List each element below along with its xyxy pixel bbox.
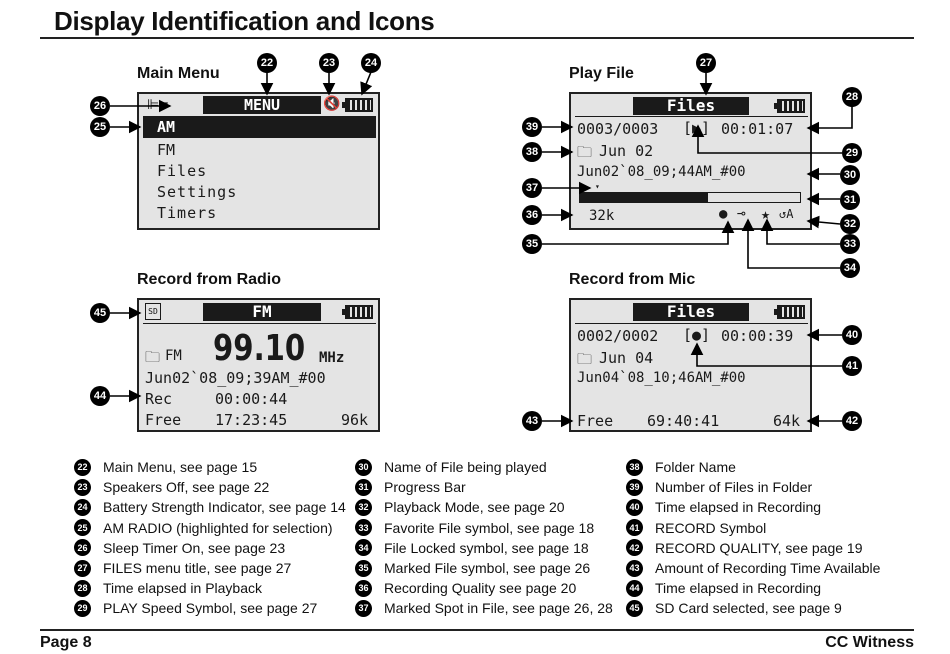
callout-25: 25 — [90, 117, 110, 137]
main-menu-label: Main Menu — [137, 65, 220, 82]
legend-item: 34 File Locked symbol, see page 18 — [355, 538, 613, 558]
folder-icon: 🗀 — [577, 350, 593, 368]
menu-title: MENU — [203, 96, 321, 114]
legend-item: 36 Recording Quality see page 20 — [355, 578, 613, 598]
battery-icon — [777, 99, 805, 113]
favorite-star-icon: ★ — [761, 205, 771, 223]
callout-45: 45 — [90, 303, 110, 323]
file-name: Jun04`08_10;46AM_#00 — [577, 370, 746, 386]
legend-item: 45 SD Card selected, see page 9 — [626, 598, 880, 618]
progress-bar — [579, 192, 801, 203]
record-mic-screen — [569, 298, 812, 432]
legend-item: 40 Time elapsed in Recording — [626, 497, 880, 517]
legend-item: 35 Marked File symbol, see page 26 — [355, 558, 613, 578]
rec-time: 00:00:44 — [215, 390, 288, 408]
legend-column-1 — [74, 457, 346, 619]
legend-item: 27 FILES menu title, see page 27 — [74, 558, 346, 578]
legend-item: 22 Main Menu, see page 15 — [74, 457, 346, 477]
battery-icon — [345, 305, 373, 319]
legend-item: 23 Speakers Off, see page 22 — [74, 477, 346, 497]
callout-27: 27 — [696, 53, 716, 73]
marked-spot-icon: ▾ — [595, 182, 600, 191]
sleep-timer-icon: ⊫═ — [147, 97, 168, 113]
callout-30: 30 — [840, 165, 860, 185]
record-mic-label: Record from Mic — [569, 271, 696, 288]
legend-item: 24 Battery Strength Indicator, see page 14 — [74, 497, 346, 517]
free-label: Free — [145, 411, 182, 429]
callout-26: 26 — [90, 96, 110, 116]
quality-label: 32k — [589, 208, 615, 224]
speaker-off-icon: 🔇 — [323, 96, 341, 112]
playback-mode-icon: ↺A — [779, 207, 794, 221]
rec-label: Rec — [145, 390, 173, 408]
callout-41: 41 — [842, 356, 862, 376]
callout-44: 44 — [90, 386, 110, 406]
callout-23: 23 — [319, 53, 339, 73]
divider — [575, 323, 808, 324]
file-name: Jun02`08_09;44AM_#00 — [577, 164, 746, 180]
callout-31: 31 — [840, 190, 860, 210]
progress-fill — [580, 193, 708, 202]
free-time: 69:40:41 — [647, 412, 720, 430]
callout-28: 28 — [842, 87, 862, 107]
legend-item: 39 Number of Files in Folder — [626, 477, 880, 497]
legend-item: 43 Amount of Recording Time Available — [626, 558, 880, 578]
divider — [143, 323, 376, 324]
callout-33: 33 — [840, 234, 860, 254]
callout-35: 35 — [522, 234, 542, 254]
legend-item: 25 AM RADIO (highlighted for selection) — [74, 518, 346, 538]
callout-32: 32 — [840, 214, 860, 234]
play-speed-icon: [▶] — [683, 119, 711, 137]
file-counter: 0002/0002 — [577, 327, 659, 345]
legend-item: 30 Name of File being played — [355, 457, 613, 477]
legend-item: 32 Playback Mode, see page 20 — [355, 497, 613, 517]
callout-42: 42 — [842, 411, 862, 431]
record-radio-screen — [137, 298, 380, 432]
divider — [575, 116, 808, 117]
legend-item: 42 RECORD QUALITY, see page 19 — [626, 538, 880, 558]
legend-item: 28 Time elapsed in Playback — [74, 578, 346, 598]
menu-item-timers: Timers — [157, 204, 218, 222]
page-number: Page 8 — [40, 634, 92, 651]
bottom-rule — [40, 629, 914, 631]
record-radio-label: Record from Radio — [137, 271, 282, 288]
menu-item-fm: FM — [157, 141, 176, 159]
frequency: 99.10 — [213, 328, 306, 369]
folder-name: Jun 04 — [599, 349, 654, 367]
legend-item: 38 Folder Name — [626, 457, 880, 477]
legend-item: 41 RECORD Symbol — [626, 518, 880, 538]
legend-column-2 — [355, 457, 613, 619]
legend-column-3 — [626, 457, 880, 619]
legend-item: 26 Sleep Timer On, see page 23 — [74, 538, 346, 558]
page-title: Display Identification and Icons — [54, 6, 435, 36]
play-file-screen — [569, 92, 812, 230]
battery-icon — [777, 305, 805, 319]
fm-title: FM — [203, 303, 321, 321]
band-label: FM — [165, 348, 182, 364]
folder-icon: 🗀 — [577, 143, 593, 161]
main-menu-screen — [137, 92, 380, 230]
legend-item: 37 Marked Spot in File, see page 26, 28 — [355, 598, 613, 618]
playback-time: 00:01:07 — [721, 120, 794, 138]
callout-43: 43 — [522, 411, 542, 431]
free-label: Free — [577, 412, 614, 430]
menu-item-files: Files — [157, 162, 208, 180]
files-title: Files — [633, 97, 749, 115]
callout-22: 22 — [257, 53, 277, 73]
menu-item-am: AM — [143, 116, 376, 138]
lock-icon: ⊸ — [737, 206, 746, 222]
file-counter: 0003/0003 — [577, 120, 659, 138]
callout-29: 29 — [842, 143, 862, 163]
legend-item: 33 Favorite File symbol, see page 18 — [355, 518, 613, 538]
quality-label: 96k — [341, 411, 369, 429]
callout-40: 40 — [842, 325, 862, 345]
record-icon: [●] — [683, 326, 711, 344]
legend-item: 44 Time elapsed in Recording — [626, 578, 880, 598]
callout-36: 36 — [522, 205, 542, 225]
frequency-unit: MHz — [319, 350, 345, 366]
file-name: Jun02`08_09;39AM_#00 — [145, 369, 326, 387]
play-file-label: Play File — [569, 65, 634, 82]
free-time: 17:23:45 — [215, 411, 288, 429]
callout-34: 34 — [840, 258, 860, 278]
folder-icon: 🗀 — [145, 348, 161, 366]
sd-card-icon: SD — [145, 303, 161, 320]
callout-38: 38 — [522, 142, 542, 162]
legend-item: 31 Progress Bar — [355, 477, 613, 497]
menu-item-settings: Settings — [157, 183, 238, 201]
record-time: 00:00:39 — [721, 327, 794, 345]
legend-item: 29 PLAY Speed Symbol, see page 27 — [74, 598, 346, 618]
footer-brand: CC Witness — [825, 634, 914, 651]
marked-file-icon: ● — [719, 206, 728, 222]
callout-39: 39 — [522, 117, 542, 137]
folder-name: Jun 02 — [599, 142, 654, 160]
top-rule — [40, 37, 914, 39]
callout-37: 37 — [522, 178, 542, 198]
battery-icon — [345, 98, 373, 112]
quality-label: 64k — [773, 412, 801, 430]
callout-24: 24 — [361, 53, 381, 73]
files-title: Files — [633, 303, 749, 321]
